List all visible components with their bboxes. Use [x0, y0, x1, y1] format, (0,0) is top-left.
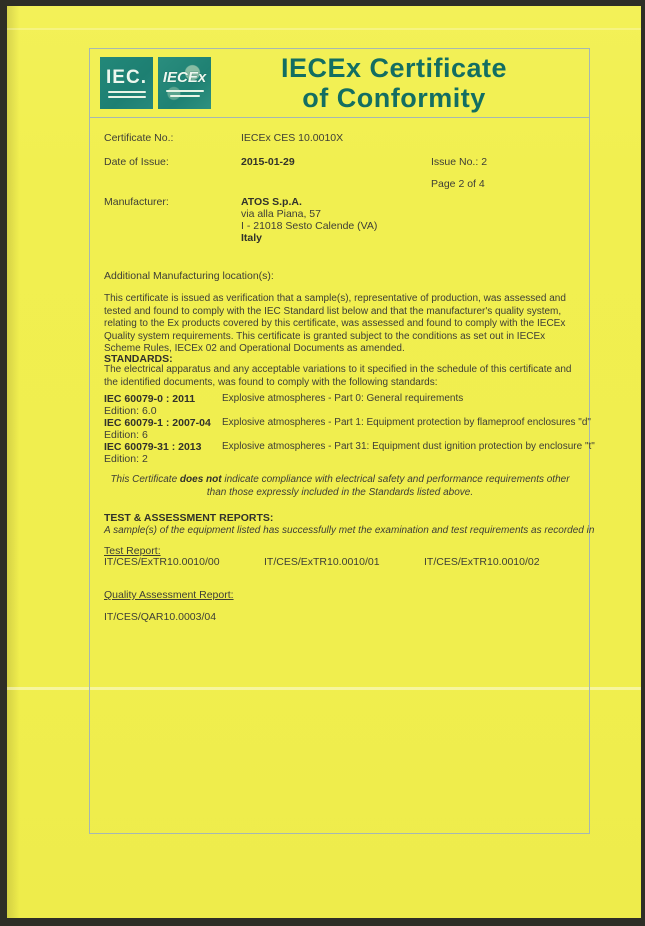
page-title — [211, 53, 581, 113]
certificate-frame — [89, 48, 595, 834]
disclaimer: This Certificate does not indicate compliance with electrical safety and performance requirements other than those expressly included in the Standards listed above. — [110, 474, 570, 498]
iec-logo-icon — [100, 57, 153, 109]
standards-heading: STANDARDS: — [104, 353, 173, 365]
scan-crease-top — [7, 28, 641, 30]
page-title-line1: IECEx Certificate — [280, 53, 508, 83]
verification-paragraph: This certificate is issued as verification that a sample(s), representative of production, was assessed and tested and found to comply with the IEC Standard list below and that the manufacturer's quality system, relating to the Ex products covered by this certificate, was assessed and found to comply with the IECEx Quality system requirements. This certificate is granted subject to the conditions as set out in IECEx Scheme Rules, IECEx 02 and Operational Documents as amended. — [104, 293, 566, 354]
iec-logo-bar — [108, 96, 146, 98]
standard-edition: Edition: 6.0 — [104, 405, 157, 417]
test-report-number: IT/CES/ExTR10.0010/00 — [104, 556, 220, 568]
standard-description: Explosive atmospheres - Part 0: General requirements — [222, 393, 464, 404]
iecex-logo-text: IECEx — [162, 69, 207, 86]
test-assessment-heading: TEST & ASSESSMENT REPORTS: — [104, 512, 274, 524]
standard-code: IEC 60079-1 : 2007-04 — [104, 417, 211, 429]
iecex-logo-bar — [166, 90, 204, 92]
manufacturer-addr2: I - 21018 Sesto Calende (VA) — [241, 220, 378, 232]
iec-logo-bar — [108, 91, 146, 93]
iecex-logo-icon — [158, 57, 211, 109]
date-of-issue-label: Date of Issue: — [104, 156, 169, 168]
disclaimer-emphasis: does not — [179, 474, 222, 485]
issue-no: Issue No.: 2 — [431, 156, 488, 168]
manufacturer-label: Manufacturer: — [104, 196, 169, 208]
manufacturer-addr3: Italy — [241, 232, 263, 244]
certificate-no-value: IECEx CES 10.0010X — [241, 132, 344, 144]
certificate-no-label: Certificate No.: — [104, 132, 174, 144]
standards-intro: The electrical apparatus and any acceptable variations to it specified in the schedule of this certificate and the identified documents, was found to comply with the following standards: — [104, 364, 572, 388]
scan-edge-shadow — [7, 6, 21, 918]
certificate-header — [90, 49, 589, 118]
page-title-line2: of Conformity — [302, 83, 486, 113]
standard-edition: Edition: 2 — [104, 453, 148, 465]
test-report-number: IT/CES/ExTR10.0010/01 — [264, 556, 380, 568]
logo-group — [100, 57, 211, 109]
date-of-issue-value: 2015-01-29 — [241, 156, 295, 168]
standard-code: IEC 60079-0 : 2011 — [104, 393, 196, 405]
standard-description: Explosive atmospheres - Part 31: Equipment dust ignition protection by enclosure "t" — [222, 441, 595, 452]
scanned-page — [7, 6, 641, 918]
quality-assessment-report-number: IT/CES/QAR10.0003/04 — [104, 611, 217, 623]
page-no: Page 2 of 4 — [431, 178, 485, 190]
iecex-logo-bar — [170, 95, 200, 97]
standard-code: IEC 60079-31 : 2013 — [104, 441, 202, 453]
manufacturer-addr1: via alla Piana, 57 — [241, 208, 321, 220]
standard-edition: Edition: 6 — [104, 429, 148, 441]
test-assessment-intro: A sample(s) of the equipment listed has successfully met the examination and test requirements as recorded in — [104, 525, 595, 536]
iec-logo-text: IEC. — [106, 67, 147, 88]
manufacturer-name: ATOS S.p.A. — [241, 196, 302, 208]
standard-description: Explosive atmospheres - Part 1: Equipment protection by flameproof enclosures "d" — [222, 417, 591, 428]
additional-locations-label: Additional Manufacturing location(s): — [104, 270, 274, 282]
quality-assessment-report-label: Quality Assessment Report: — [104, 589, 234, 601]
test-report-number: IT/CES/ExTR10.0010/02 — [424, 556, 540, 568]
test-report-label: Test Report: — [104, 545, 161, 557]
